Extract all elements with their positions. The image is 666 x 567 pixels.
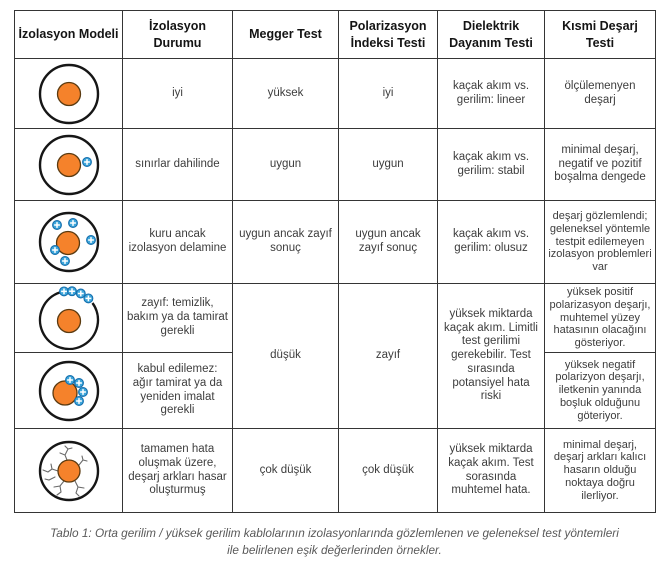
- cell-polarizasyon-indeksi: uygun ancak zayıf sonuç: [339, 201, 438, 284]
- document-table-area: [14, 10, 655, 559]
- clean-insulation-icon: [30, 62, 108, 126]
- cell-izolasyon-durumu: sınırlar dahilinde: [123, 129, 233, 201]
- column-header-izolasyon-durumu: İzolasyon Durumu: [123, 11, 233, 59]
- conductor-voids-icon: [30, 359, 108, 423]
- cell-megger-test: yüksek: [233, 59, 339, 129]
- insulation-model-diagram: [15, 201, 123, 284]
- cell-kismi-desarj: ölçülemenyen deşarj: [545, 59, 656, 129]
- cell-dielektrik-dayanim: yüksek miktarda kaçak akım. Test sorasında muhtemel hata.: [438, 429, 545, 513]
- cell-megger-test: uygun: [233, 129, 339, 201]
- cell-izolasyon-durumu: tamamen hata oluşmak üzere, deşarj arkları hasar oluşturmuş: [123, 429, 233, 513]
- scattered-voids-icon: [30, 210, 108, 274]
- cell-polarizasyon-indeksi-merged: zayıf: [339, 284, 438, 429]
- cell-dielektrik-dayanim-merged: yüksek miktarda kaçak akım. Limitli test gerilimi gerekebilir. Test sırasında potansiyel hata riski: [438, 284, 545, 429]
- surface-voids-icon: [30, 286, 108, 350]
- insulation-test-table: [14, 10, 656, 513]
- insulation-model-diagram: [15, 129, 123, 201]
- cell-dielektrik-dayanim: kaçak akım vs. gerilim: stabil: [438, 129, 545, 201]
- table-row: [15, 59, 656, 129]
- insulation-model-diagram: [15, 353, 123, 429]
- cell-dielektrik-dayanim: kaçak akım vs. gerilim: lineer: [438, 59, 545, 129]
- insulation-model-diagram: [15, 429, 123, 513]
- table-row: [15, 129, 656, 201]
- table-row: [15, 429, 656, 513]
- cell-izolasyon-durumu: kuru ancak izolasyon delamine: [123, 201, 233, 284]
- insulation-model-diagram: [15, 59, 123, 129]
- cell-izolasyon-durumu: zayıf: temizlik, bakım ya da tamirat gerekli: [123, 284, 233, 353]
- table-row: [15, 201, 656, 284]
- table-row: [15, 284, 656, 353]
- cell-megger-test: çok düşük: [233, 429, 339, 513]
- insulation-model-diagram: [15, 284, 123, 353]
- cell-polarizasyon-indeksi: çok düşük: [339, 429, 438, 513]
- cell-kismi-desarj: yüksek positif polarizasyon deşarjı, muhtemel yüzey hatasının olacağını gösteriyor.: [545, 284, 656, 353]
- cell-kismi-desarj: yüksek negatif polarizyon deşarjı, iletkenin yanında boşluk olduğunu göteriyor.: [545, 353, 656, 429]
- cell-dielektrik-dayanim: kaçak akım vs. gerilim: olusuz: [438, 201, 545, 284]
- cell-kismi-desarj: deşarj gözlemlendi; geleneksel yöntemle testpit edilemeyen izolasyon problemleri var: [545, 201, 656, 284]
- table-caption: Tablo 1: Orta gerilim / yüksek gerilim kablolarının izolasyonlarında gözlemlenen ve geleneksel test yöntemleri ile belirlenen eşik değerlerinden örnekler.: [50, 526, 619, 558]
- cell-megger-test-merged: düşük: [233, 284, 339, 429]
- cell-kismi-desarj: minimal deşarj, deşarj arkları kalıcı hasarın olduğu noktaya doğru ilerliyor.: [545, 429, 656, 513]
- cell-polarizasyon-indeksi: uygun: [339, 129, 438, 201]
- cell-izolasyon-durumu: kabul edilemez: ağır tamirat ya da yeniden imalat gerekli: [123, 353, 233, 429]
- cell-megger-test: uygun ancak zayıf sonuç: [233, 201, 339, 284]
- single-void-icon: [30, 133, 108, 197]
- column-header-megger-test: Megger Test: [233, 11, 339, 59]
- treeing-damage-icon: [30, 439, 108, 503]
- column-header-polarizasyon-indeksi: Polarizasyon İndeksi Testi: [339, 11, 438, 59]
- cell-kismi-desarj: minimal deşarj, negatif ve pozitif boşalma dengede: [545, 129, 656, 201]
- cell-izolasyon-durumu: iyi: [123, 59, 233, 129]
- column-header-dielektrik-dayanim: Dielektrik Dayanım Testi: [438, 11, 545, 59]
- cell-polarizasyon-indeksi: iyi: [339, 59, 438, 129]
- header-row: [15, 11, 656, 59]
- column-header-kismi-desarj: Kısmi Deşarj Testi: [545, 11, 656, 59]
- column-header-izolasyon-modeli: İzolasyon Modeli: [15, 11, 123, 59]
